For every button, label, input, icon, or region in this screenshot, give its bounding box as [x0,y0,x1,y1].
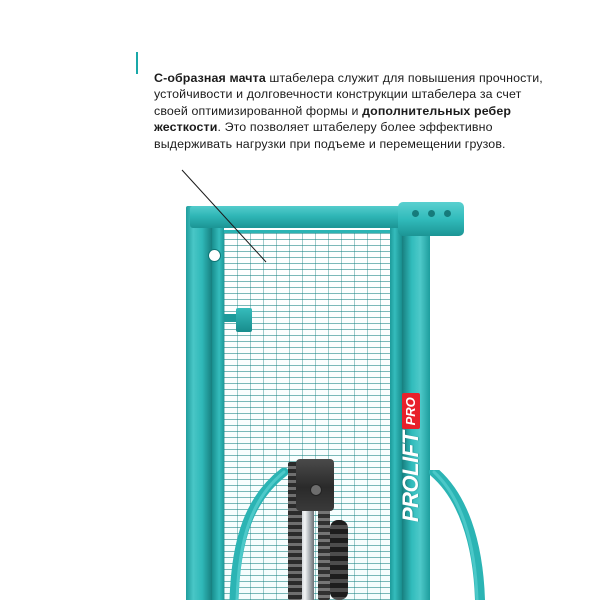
brand-logo-main: PROLIFT [398,431,423,522]
mast-left-inner-rail [212,212,224,600]
rail-bracket [236,308,252,332]
mast-top-crossbeam [190,206,430,228]
push-handle-right [428,470,498,600]
callout-paragraph: С-образная мачта штабелера служит для повышения прочности, устойчивости и долговечности конструкции штабелера за счет своей оптимизированной формы и дополнительных ребер жесткости. Это позволяет штабелеру более эффективно выдерживать нагрузки при подъеме и перемещении грузов. [154,71,543,151]
load-backrest-top-edge [224,230,390,233]
brand-logo [389,392,433,522]
mast-roller-pin [208,249,221,262]
base-fade [160,588,480,600]
cap-bolt-icon [444,210,451,217]
mast-top-cap-block [398,202,464,236]
cap-bolt-icon [428,210,435,217]
lift-chain-secondary [318,500,330,600]
cap-bolt-icon [412,210,419,217]
callout-accent-rule [136,52,138,74]
brand-logo-suffix: PRO [402,393,420,429]
chain-head-bolt-icon [310,484,322,496]
mast-left-column [186,206,212,600]
